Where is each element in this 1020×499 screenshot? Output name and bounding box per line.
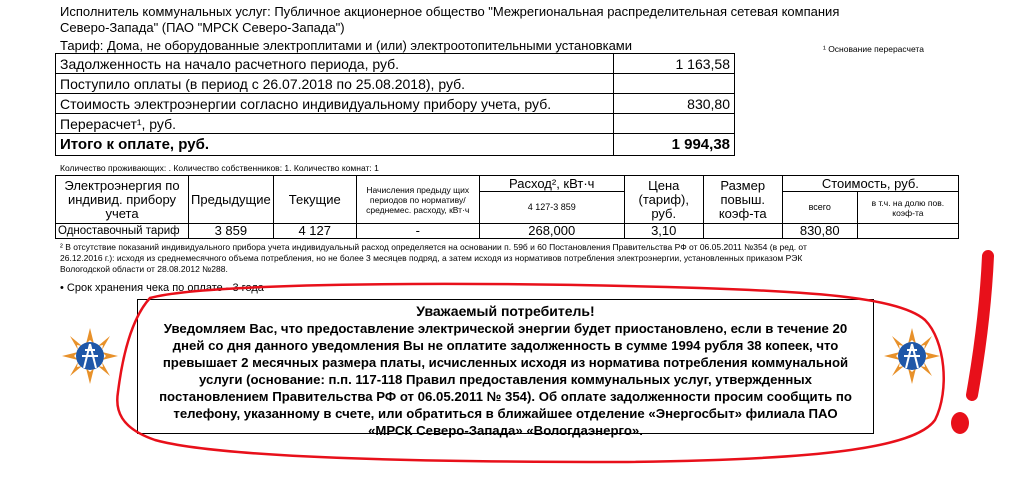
- footnote-2-line-1: ² В отсутствие показаний индивидуального прибора учета индивидуальный расход определяется на основании п. 59б и 60 Постановления Правительства РФ от 06.05.2011 №354 (в ред. от: [60, 242, 807, 252]
- row-usage: 268,000: [479, 224, 624, 239]
- recalc-footnote: ¹ Основание перерасчета: [823, 44, 924, 54]
- usage-formula: 4 127-3 859: [479, 192, 624, 224]
- col-usage-header: Расход², кВт·ч: [479, 176, 624, 192]
- notice-line: постановлением Правительства РФ от 06.05.2011 № 354). Об оплате задолженности просим сообщить по: [159, 389, 852, 404]
- summary-label: Поступило оплаты (в период с 26.07.2018 по 25.08.2018), руб.: [56, 74, 614, 94]
- col-accruals-header: Начисления предыду щих периодов по нормативу/среднемес. расходу, кВт·ч: [356, 176, 479, 224]
- col-previous-header: Предыдущие: [189, 176, 274, 224]
- notice-line: превышает 2 месячных размера платы, исчисленных исходя из норматива потребления коммунальной: [162, 355, 849, 370]
- counts-line: Количество проживающих: . Количество собственников: 1. Количество комнат: 1: [60, 163, 379, 173]
- col-cost-share-header: в т.ч. на долю пов. коэф-та: [857, 192, 958, 224]
- summary-label: Задолженность на начало расчетного периода, руб.: [56, 54, 614, 74]
- row-current: 4 127: [273, 224, 356, 239]
- total-value: 1 994,38: [614, 134, 735, 156]
- total-label: Итого к оплате, руб.: [56, 134, 614, 156]
- storage-note: • Срок хранения чека по оплате - 3 года: [60, 282, 264, 294]
- row-accruals: -: [356, 224, 479, 239]
- notice-title: Уважаемый потребитель!: [416, 303, 595, 319]
- col-meter-header: Электроэнергия по индивид. прибору учета: [56, 176, 189, 224]
- summary-label: Перерасчет¹, руб.: [56, 114, 614, 134]
- col-current-header: Текущие: [273, 176, 356, 224]
- footnote-2-line-2: 26.12.2016 г.): исходя из среднемесячного объема потребления, но не более 3 месяцев подряд, а затем исходя из нормативов потребления электроэнергии, установленных приказом РЭК: [60, 253, 803, 263]
- notice-line: дней со дня данного уведомления Вы не оплатите задолженность в сумме 1994 рубля 38 копеек, что: [172, 338, 839, 353]
- summary-label: Стоимость электроэнергии согласно индивидуальному прибору учета, руб.: [56, 94, 614, 114]
- notice-line: телефону, указанному в счете, или обратиться в ближайшее отделение «Энергосбыт» филиала ПАО: [173, 406, 838, 421]
- col-coef-header: Размер повыш. коэф-та: [703, 176, 782, 224]
- red-circle-annotation: [117, 284, 943, 462]
- col-price-header: Цена (тариф), руб.: [624, 176, 703, 224]
- executor-line-2: Северо-Запада" (ПАО "МРСК Северо-Запада"): [60, 20, 345, 35]
- col-cost-header: Стоимость, руб.: [782, 176, 958, 192]
- notice-line: Уведомляем Вас, что предоставление электрической энергии будет приостановлено, если в течение 20: [163, 321, 848, 336]
- summary-value: 830,80: [614, 94, 735, 114]
- row-tariff-name: Одноставочный тариф: [56, 224, 189, 239]
- tariff-line: Тариф: Дома, не оборудованные электроплитами и (или) электроотопительными установками: [60, 38, 632, 53]
- row-previous: 3 859: [189, 224, 274, 239]
- red-exclamation-stroke: [972, 256, 988, 395]
- col-cost-total-header: всего: [782, 192, 857, 224]
- notice-line: «МРСК Северо-Запада» «Вологдаэнерго».: [368, 423, 643, 438]
- footnote-2-line-3: Вологодской области от 28.08.2012 №288.: [60, 264, 228, 274]
- row-price: 3,10: [624, 224, 703, 239]
- executor-line-1: Исполнитель коммунальных услуг: Публичное акционерное общество "Межрегиональная распределительная сетевая компания: [60, 4, 840, 19]
- summary-value: 1 163,58: [614, 54, 735, 74]
- notice-line: услуги (основание: п.п. 117-118 Правил предоставления коммунальных услуг, утвержденных: [199, 372, 812, 387]
- red-exclamation-dot: [951, 412, 969, 434]
- row-cost-total: 830,80: [782, 224, 857, 239]
